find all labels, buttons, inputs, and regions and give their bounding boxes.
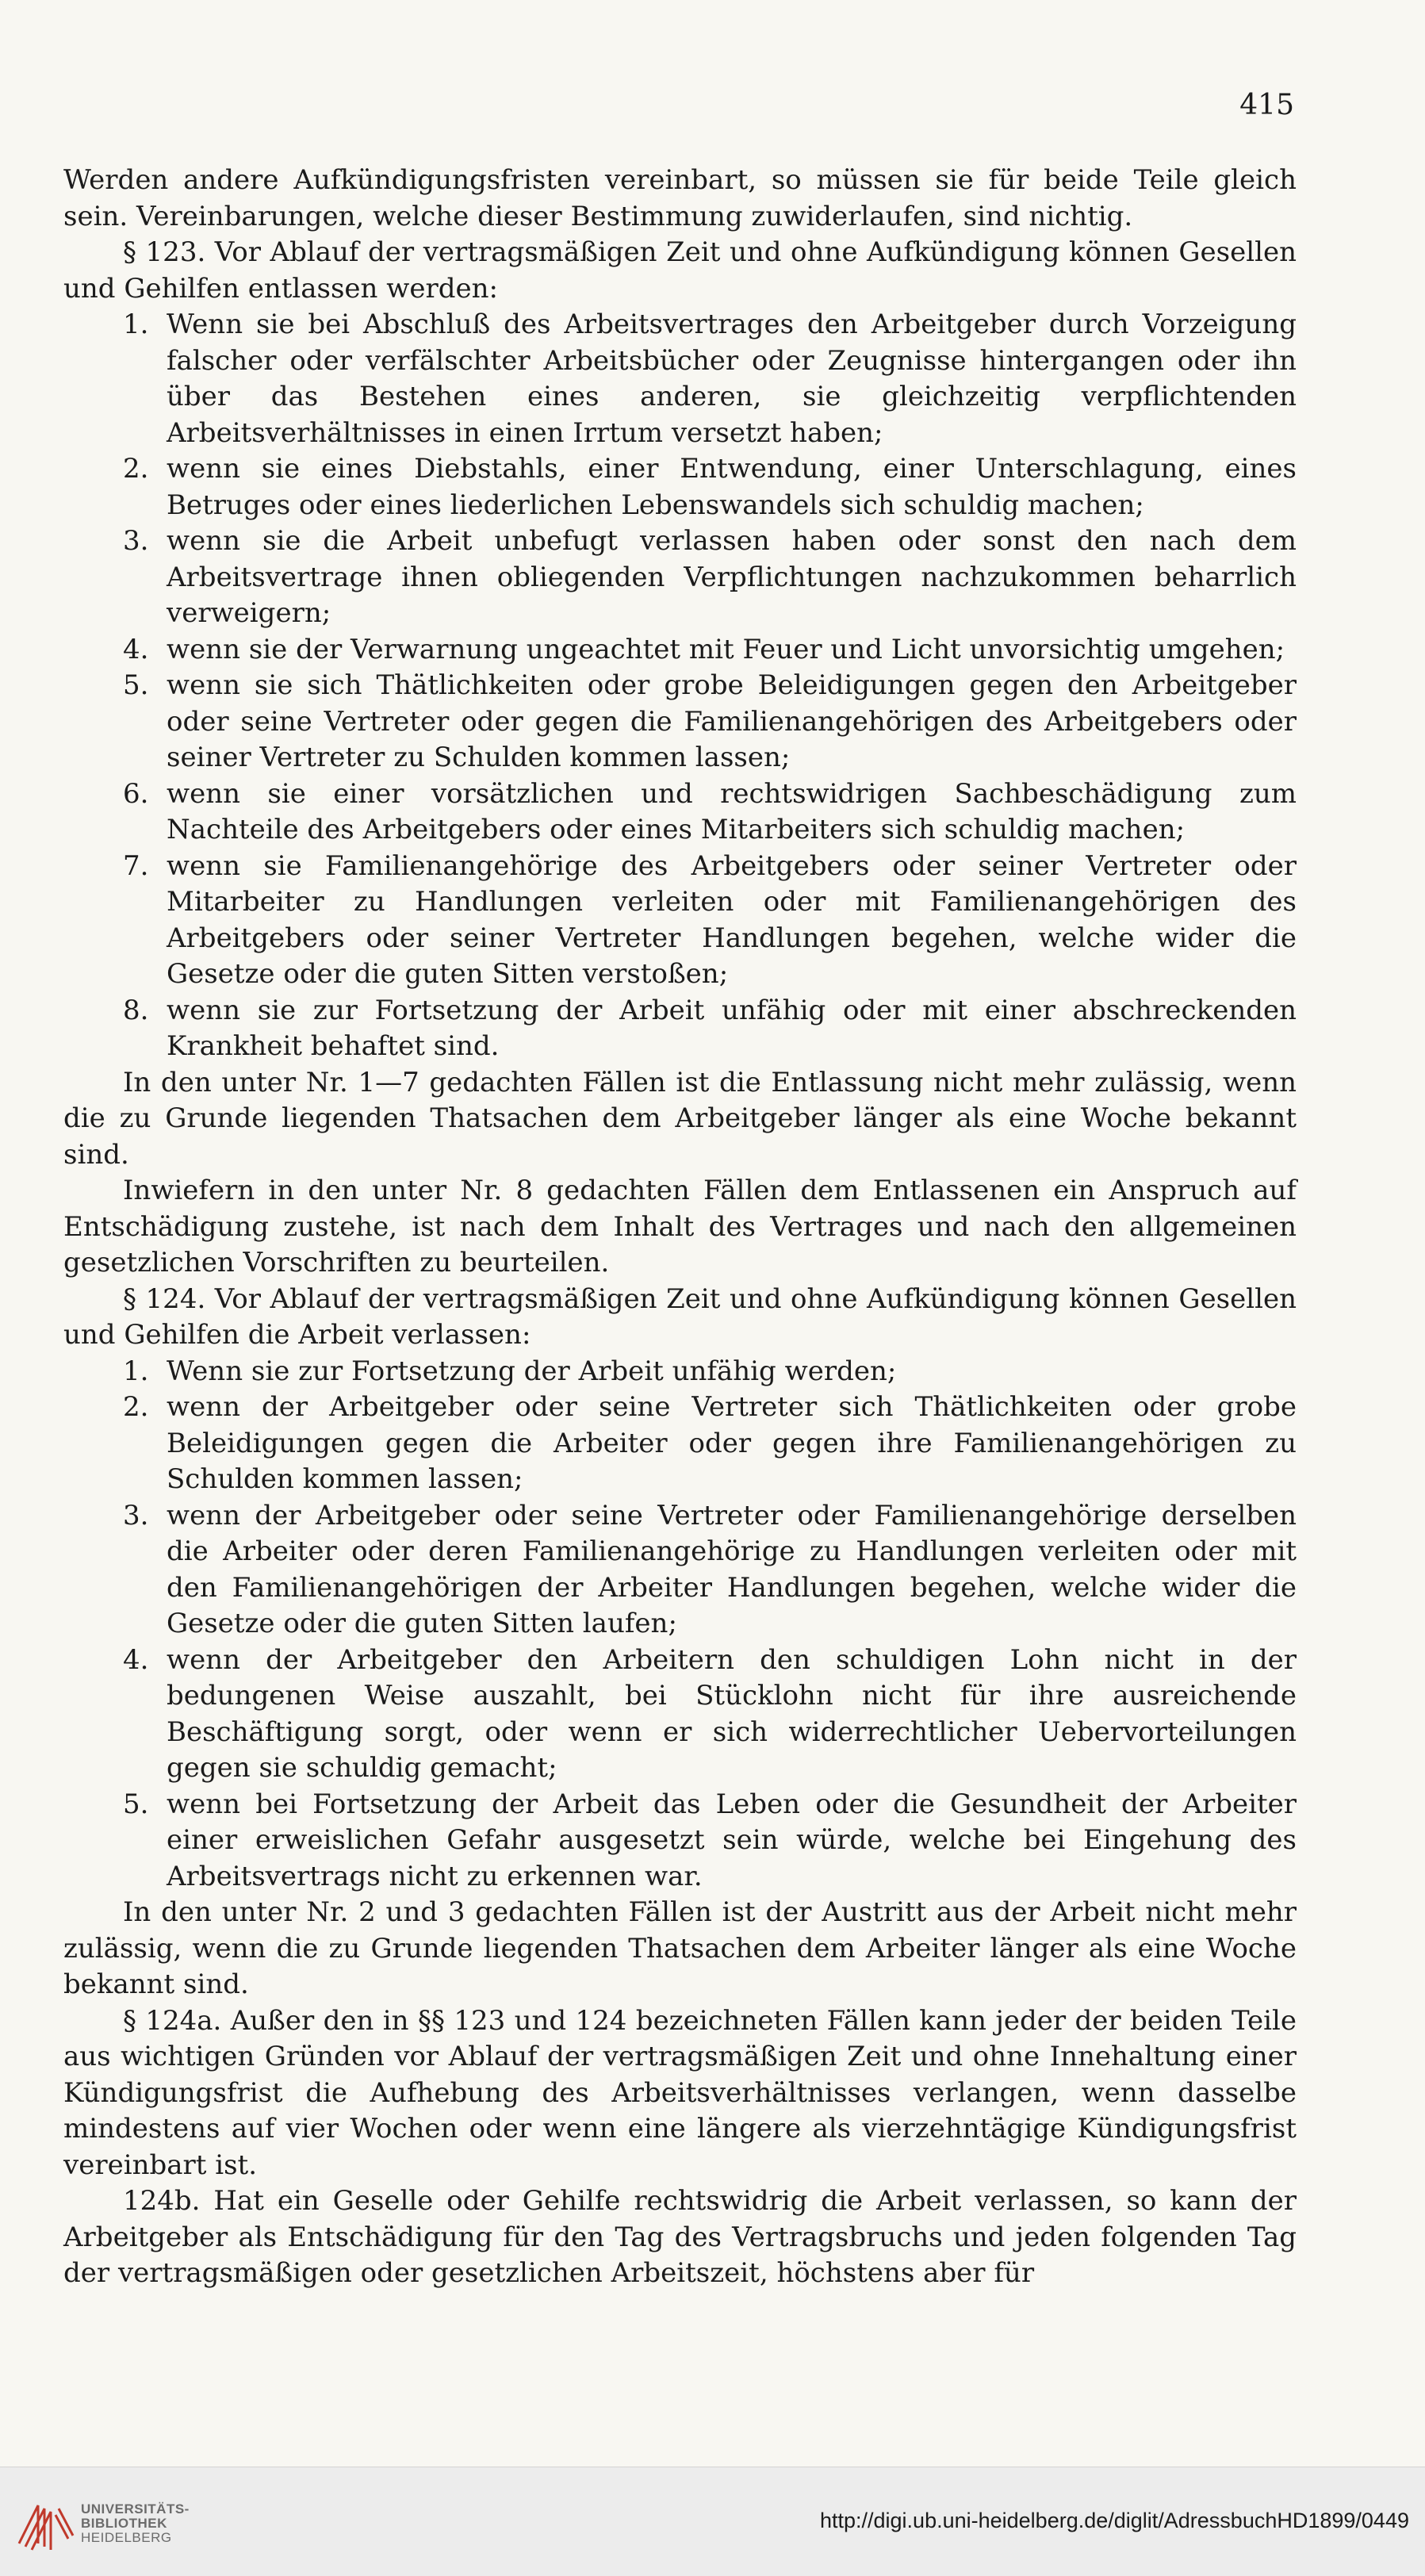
paragraph: § 124. Vor Ablauf der vertragsmäßigen Zeit und ohne Aufkündigung können Gesellen und Gehilfen die Arbeit verlassen: xyxy=(63,1282,1297,1351)
list-item-number: 4. xyxy=(123,1643,149,1676)
list-item xyxy=(63,1498,1297,1643)
list-item-text: wenn der Arbeitgeber oder seine Vertreter sich Thätlichkeiten oder grobe Beleidigungen gegen die Arbeiter oder gegen ihre Familienangehörigen zu Schulden kommen lassen; xyxy=(167,1391,1297,1495)
logo-line-1: UNIVERSITÄTS- xyxy=(81,2501,190,2517)
list-item-text: Wenn sie bei Abschluß des Arbeitsvertrages den Arbeitgeber durch Vorzeigung falscher oder verfälschter Arbeitsbücher oder Zeugnisse hintergangen oder ihn über das Bestehen eines anderen, sie gleichzeitig verpflichtenden Arbeitsverhältnisses in einen Irrtum versetzt haben; xyxy=(167,309,1297,449)
list-item-text: wenn sie die Arbeit unbefugt verlassen haben oder sonst den nach dem Arbeitsvertrage ihnen obliegenden Verpflichtungen nachzukommen beharrlich verweigern; xyxy=(167,525,1297,629)
page-number: 415 xyxy=(1239,89,1294,121)
list-item-text: wenn sie der Verwarnung ungeachtet mit Feuer und Licht unvorsichtig umgehen; xyxy=(167,633,1285,665)
list-item xyxy=(63,1354,1297,1390)
list-item-text: wenn sie eines Diebstahls, einer Entwendung, einer Unterschlagung, eines Betruges oder eines liederlichen Lebenswandels sich schuldig machen; xyxy=(167,453,1297,521)
list-item-text: Wenn sie zur Fortsetzung der Arbeit unfähig werden; xyxy=(167,1355,897,1387)
paragraph: 124b. Hat ein Geselle oder Gehilfe rechtswidrig die Arbeit verlassen, so kann der Arbeitgeber als Entschädigung für den Tag des Vertragsbruchs und jeden folgenden Tag der vertragsmäßigen oder gesetzlichen Arbeitszeit, höchstens aber für xyxy=(63,2185,1297,2289)
list-item-text: wenn der Arbeitgeber den Arbeitern den schuldigen Lohn nicht in der bedungenen Weise auszahlt, bei Stücklohn nicht für ihre ausreichende Beschäftigung sorgt, oder wenn er sich widerrechtlicher Uebervorteilungen gegen sie schuldig gemacht; xyxy=(167,1643,1297,1784)
list-item xyxy=(63,1390,1297,1498)
list-item-text: wenn sie Familienangehörige des Arbeitgebers oder seiner Vertreter oder Mitarbeiter zu Handlungen verleiten oder mit Familienangehörigen des Arbeitgebers oder seiner Vertreter Handlungen begehen, welche wider die Gesetze oder die guten Sitten verstoßen; xyxy=(167,849,1297,990)
list-item xyxy=(63,668,1297,776)
list-item-text: wenn bei Fortsetzung der Arbeit das Leben oder die Gesundheit der Arbeiter einer erweislichen Gefahr ausgesetzt sein würde, welche bei Eingehung des Arbeitsvertrags nicht zu erkennen war. xyxy=(167,1788,1297,1892)
document-text xyxy=(63,163,1297,2292)
list-item xyxy=(63,776,1297,849)
list-item-number: 8. xyxy=(123,994,149,1026)
paragraph: § 124a. Außer den in §§ 123 und 124 bezeichneten Fällen kann jeder der beiden Teile aus wichtigen Gründen vor Ablauf der vertragsmäßigen Zeit und ohne Innehaltung einer Kündigungsfrist die Aufhebung des Arbeitsverhältnisses verlangen, wenn dasselbe mindestens auf vier Wochen oder wenn eine längere als vierzehntägige Kündigungsfrist vereinbart ist. xyxy=(63,2004,1297,2181)
list-item-number: 3. xyxy=(123,1499,149,1531)
numbered-list xyxy=(63,307,1297,1065)
source-url-link[interactable]: http://digi.ub.uni-heidelberg.de/diglit/AdressbuchHD1899/0449 xyxy=(819,2509,1409,2532)
list-item-text: wenn sie zur Fortsetzung der Arbeit unfähig oder mit einer abschreckenden Krankheit behaftet sind. xyxy=(167,994,1297,1062)
list-item-number: 4. xyxy=(123,633,149,665)
footer-bar xyxy=(0,2467,1425,2576)
list-item xyxy=(63,849,1297,993)
list-item xyxy=(63,307,1297,451)
list-item xyxy=(63,1787,1297,1896)
list-item-number: 1. xyxy=(123,309,149,340)
paragraph: Werden andere Aufkündigungsfristen vereinbart, so müssen sie für beide Teile gleich sein. Vereinbarungen, welche dieser Bestimmung zuwiderlaufen, sind nichtig. xyxy=(63,164,1297,232)
list-item-number: 7. xyxy=(123,849,149,882)
list-item-number: 2. xyxy=(123,453,149,485)
paragraph: In den unter Nr. 2 und 3 gedachten Fällen ist der Austritt aus der Arbeit nicht mehr zulässig, wenn die zu Grunde liegenden Thatsachen dem Arbeiter länger als eine Woche bekannt sind. xyxy=(63,1896,1297,2000)
list-item xyxy=(63,632,1297,669)
numbered-list xyxy=(63,1354,1297,1896)
list-item xyxy=(63,993,1297,1065)
library-logo-text xyxy=(81,2502,190,2545)
list-item xyxy=(63,451,1297,523)
paragraph: § 123. Vor Ablauf der vertragsmäßigen Zeit und ohne Aufkündigung können Gesellen und Gehilfen entlassen werden: xyxy=(63,236,1297,305)
list-item-number: 2. xyxy=(123,1391,149,1423)
logo-line-2: BIBLIOTHEK xyxy=(81,2516,167,2531)
list-item-number: 5. xyxy=(123,1788,149,1820)
logo-line-3: HEIDELBERG xyxy=(81,2530,172,2545)
list-item-number: 1. xyxy=(123,1355,149,1387)
list-item-number: 5. xyxy=(123,669,149,701)
university-library-logo-icon[interactable] xyxy=(14,2491,76,2555)
list-item xyxy=(63,523,1297,632)
list-item-text: wenn sie einer vorsätzlichen und rechtswidrigen Sachbeschädigung zum Nachteile des Arbeitgebers oder eines Mitarbeiters sich schuldig machen; xyxy=(167,777,1297,845)
list-item-text: wenn der Arbeitgeber oder seine Vertreter oder Familienangehörige derselben die Arbeiter oder deren Familienangehörige zu Handlungen verleiten oder mit den Familienangehörigen der Arbeiter Handlungen begehen, welche wider die Gesetze oder die guten Sitten laufen; xyxy=(167,1499,1297,1639)
list-item xyxy=(63,1643,1297,1787)
list-item-number: 6. xyxy=(123,777,149,810)
paragraph: Inwiefern in den unter Nr. 8 gedachten Fällen dem Entlassenen ein Anspruch auf Entschädigung zustehe, ist nach dem Inhalt des Vertrages und nach den allgemeinen gesetzlichen Vorschriften zu beurteilen. xyxy=(63,1175,1297,1278)
list-item-text: wenn sie sich Thätlichkeiten oder grobe Beleidigungen gegen den Arbeitgeber oder seine Vertreter oder gegen die Familienangehörigen des Arbeitgebers oder seiner Vertreter zu Schulden kommen lassen; xyxy=(167,669,1297,773)
list-item-number: 3. xyxy=(123,525,149,557)
paragraph: In den unter Nr. 1—7 gedachten Fällen ist die Entlassung nicht mehr zulässig, wenn die zu Grunde liegenden Thatsachen dem Arbeitgeber länger als eine Woche bekannt sind. xyxy=(63,1066,1297,1171)
